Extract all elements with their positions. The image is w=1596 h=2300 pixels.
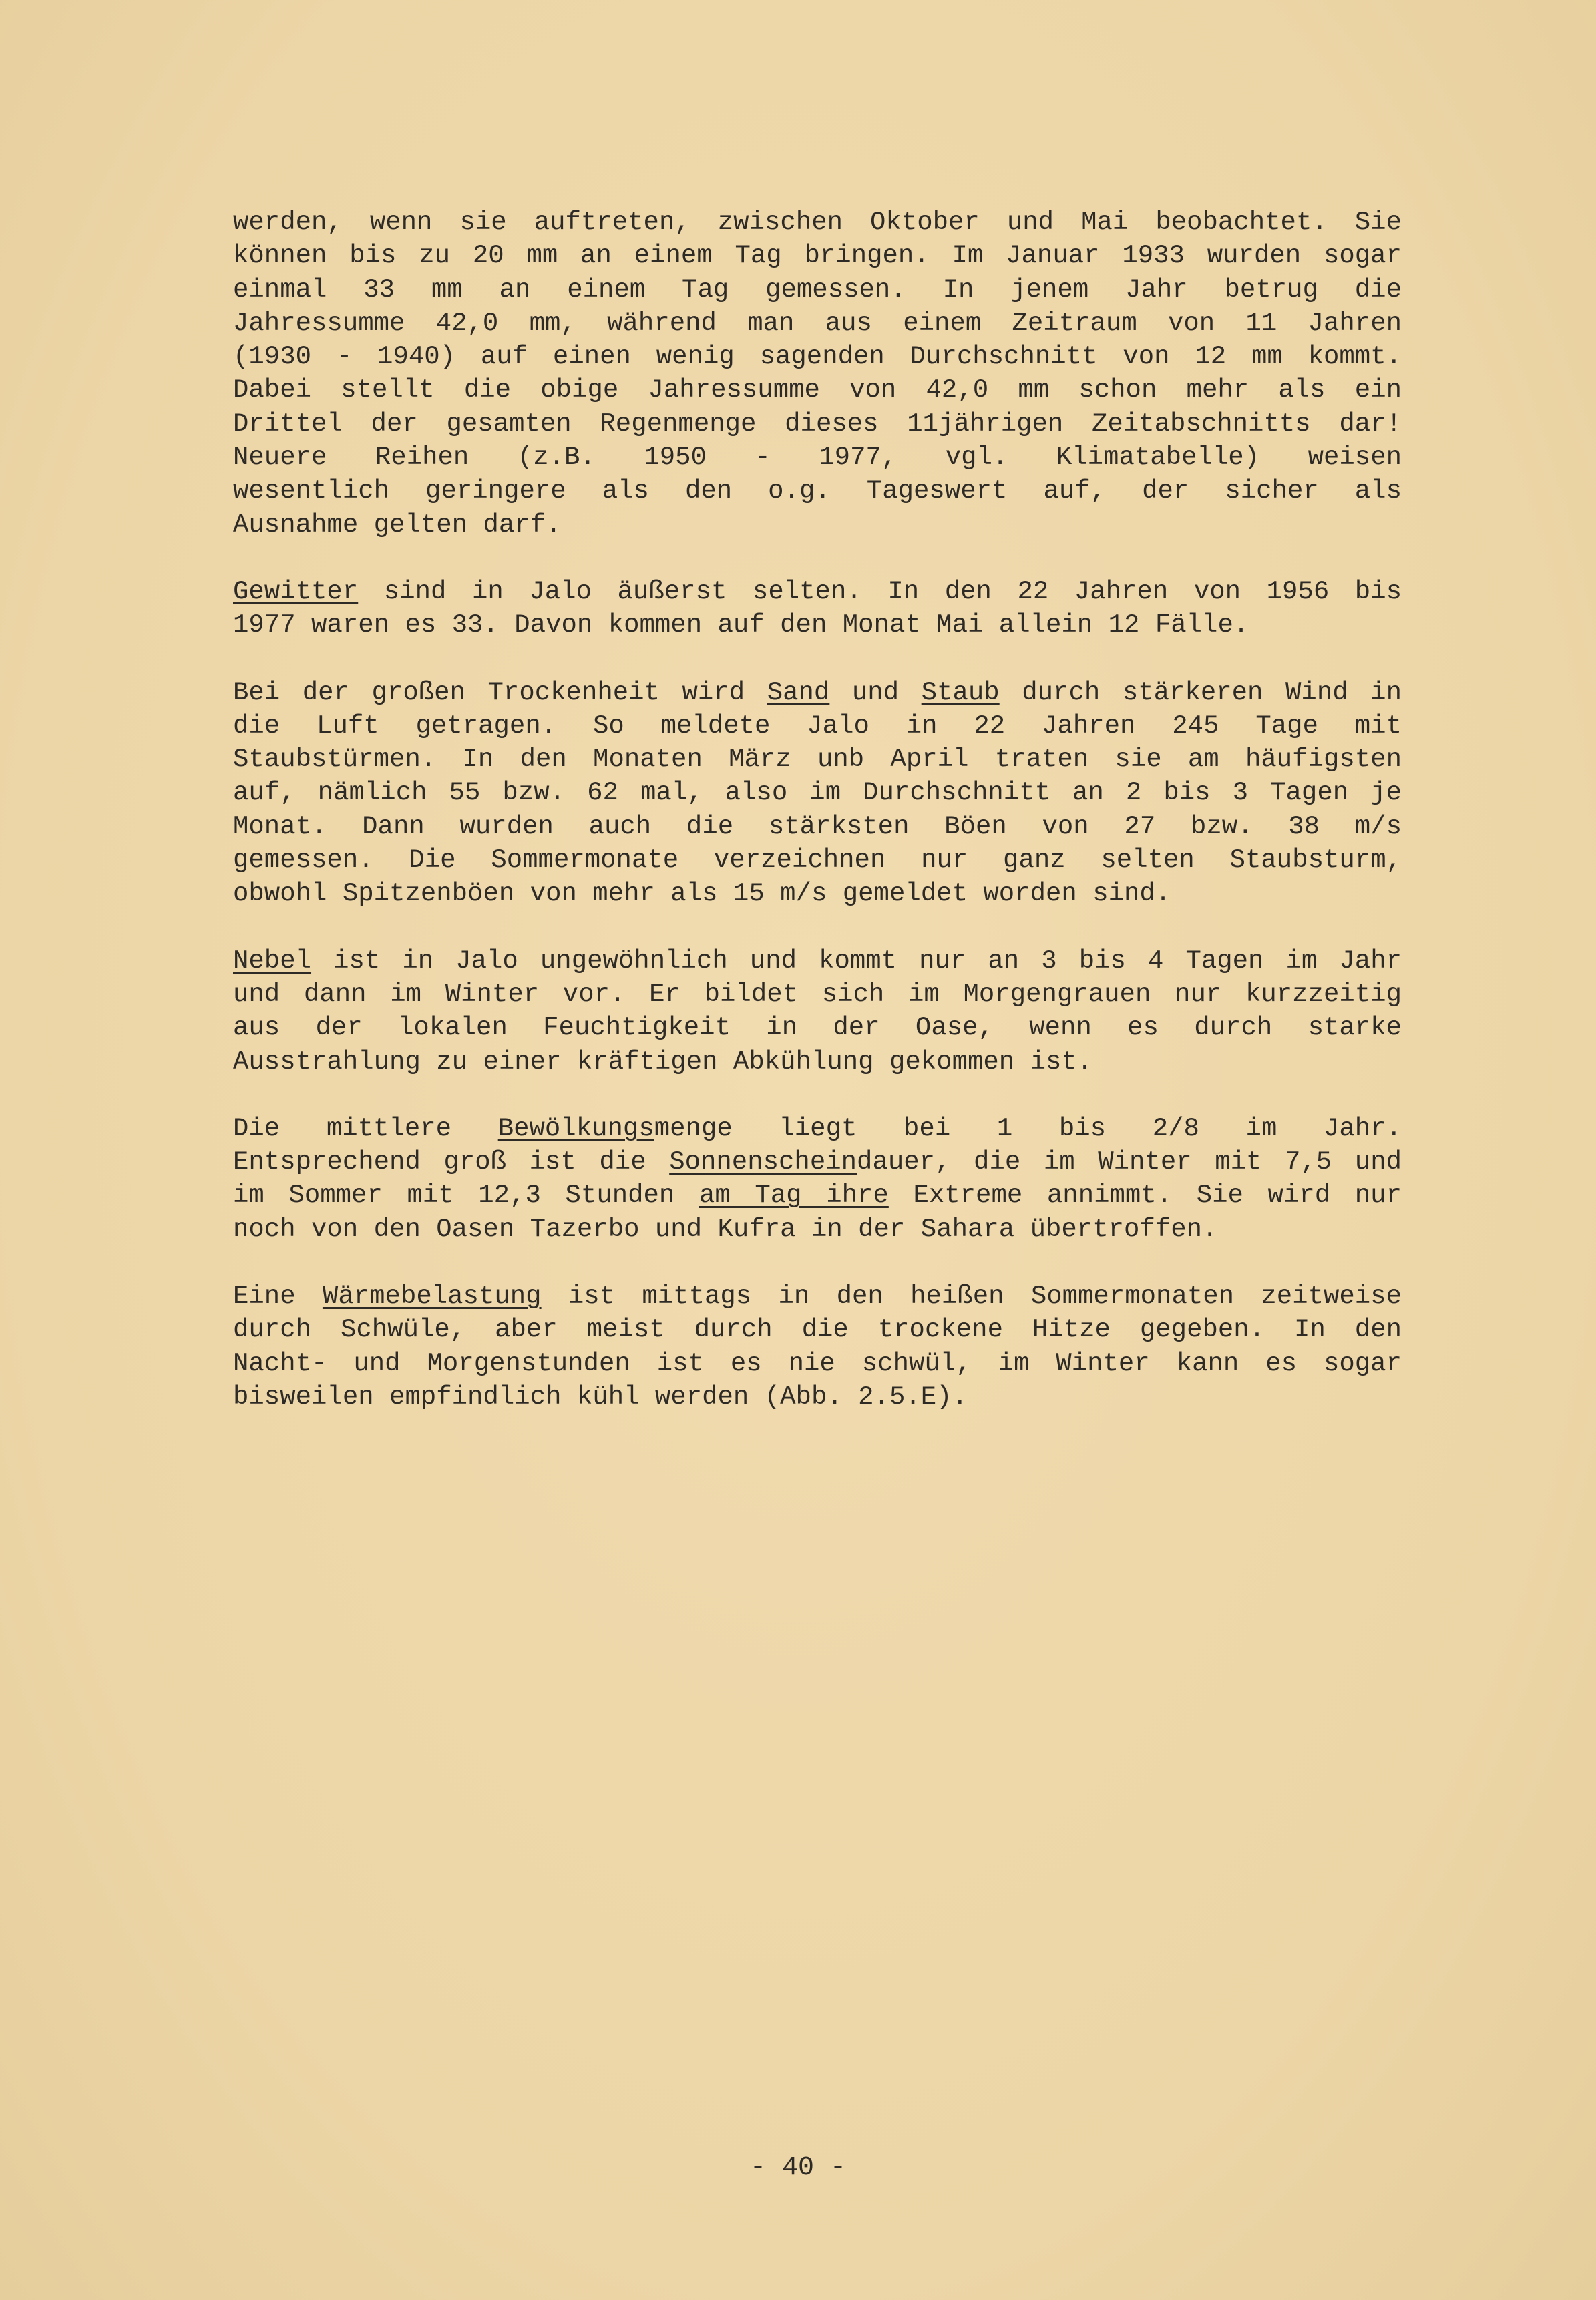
text-line: Staubstürmen. In den Monaten März unb April traten sie am häufigsten [233,745,1402,775]
text-fragment: im Sommer mit 12,3 Stunden [233,1181,699,1211]
text-fragment: ist in Jalo ungewöhnlich und kommt nur an 3 bis 4 Tagen im Jahr [311,946,1402,976]
text-fragment: und [829,677,922,707]
text-line [233,944,1402,978]
text-line: werden, wenn sie auftreten, zwischen Oktober und Mai beobachtet. Sie [233,208,1402,237]
text-line: Ausstrahlung zu einer kräftigen Abkühlung gekommen ist. [233,1046,1093,1077]
text-fragment: Eine [233,1282,323,1312]
text-line: Neuere Reihen (z.B. 1950 - 1977, vgl. Klimatabelle) weisen [233,443,1402,473]
text-line: Dabei stellt die obige Jahressumme von 42,0 mm schon mehr als ein [233,375,1402,405]
page-number: - 40 - [749,2153,847,2183]
keyword-sand: Sand [767,677,830,707]
text-line: noch von den Oasen Tazerbo und Kufra in der Sahara übertroffen. [233,1214,1218,1244]
text-fragment: Entsprechend groß ist die [233,1147,670,1177]
paragraph-cloud-sunshine [233,1112,1402,1246]
text-line [233,1145,1402,1179]
keyword-staub: Staub [921,677,1000,707]
keyword-bewoelkung: Bewölkungs [497,1113,654,1143]
text-line [233,1280,1402,1313]
text-line: einmal 33 mm an einem Tag gemessen. In jenem Jahr betrug die [233,274,1402,305]
text-line: 1977 waren es 33. Davon kommen auf den Monat Mai allein 12 Fälle. [233,610,1249,640]
text-line: und dann im Winter vor. Er bildet sich im Morgengrauen nur kurzzeitig [233,979,1402,1009]
text-line [233,575,1402,608]
text-line [233,1112,1402,1145]
paragraph-precipitation [233,206,1402,542]
text-line: Drittel der gesamten Regenmenge dieses 11jährigen Zeitabschnitts dar! [233,409,1402,439]
text-line: obwohl Spitzenböen von mehr als 15 m/s gemeldet worden sind. [233,879,1171,909]
keyword-am-tag: am Tag ihre [699,1181,889,1211]
text-line: Jahressumme 42,0 mm, während man aus einem Zeitraum von 11 Jahren [233,308,1402,338]
text-line [233,676,1402,709]
keyword-nebel: Nebel [233,946,312,976]
text-line: bisweilen empfindlich kühl werden (Abb. 2.5.E). [233,1382,968,1412]
text-line: wesentlich geringere als den o.g. Tageswert auf, der sicher als [233,476,1402,506]
text-line: können bis zu 20 mm an einem Tag bringen. Im Januar 1933 wurden sogar [233,241,1402,271]
text-fragment: sind in Jalo äußerst selten. In den 22 Jahren von 1956 bis [358,576,1402,606]
text-line [233,1179,1402,1212]
text-fragment: Bei der großen Trockenheit wird [233,677,767,707]
text-line: durch Schwüle, aber meist durch die trockene Hitze gegeben. In den [233,1315,1402,1345]
keyword-sonnenschein: Sonnenschein [669,1147,857,1177]
text-fragment: Extreme annimmt. Sie wird nur [888,1181,1402,1211]
text-line: Monat. Dann wurden auch die stärksten Böen von 27 bzw. 38 m/s [233,811,1402,841]
text-fragment: menge liegt bei 1 bis 2/8 im Jahr. [654,1113,1402,1143]
text-line: Nacht- und Morgenstunden ist es nie schwül, im Winter kann es sogar [233,1348,1402,1378]
text-fragment: ist mittags in den heißen Sommermonaten zeitweise [541,1282,1402,1312]
text-line: (1930 - 1940) auf einen wenig sagenden Durchschnitt von 12 mm kommt. [233,342,1402,372]
text-fragment: dauer, die im Winter mit 7,5 und [857,1147,1402,1177]
keyword-waermebelastung: Wärmebelastung [322,1282,542,1312]
text-line: gemessen. Die Sommermonate verzeichnen nur ganz selten Staubsturm, [233,845,1402,876]
paragraph-thunderstorms [233,575,1402,642]
text-line: aus der lokalen Feuchtigkeit in der Oase, wenn es durch starke [233,1013,1402,1043]
text-line: Ausnahme gelten darf. [233,510,562,540]
paragraph-dust [233,676,1402,911]
text-line: auf, nämlich 55 bzw. 62 mal, also im Durchschnitt an 2 bis 3 Tagen je [233,778,1402,808]
text-fragment: Die mittlere [233,1113,498,1143]
paragraph-heat-stress [233,1280,1402,1414]
paragraph-fog [233,944,1402,1079]
keyword-gewitter: Gewitter [233,576,359,606]
body-text [233,206,1402,1414]
text-line: die Luft getragen. So meldete Jalo in 22 Jahren 245 Tage mit [233,711,1402,741]
text-fragment: durch stärkeren Wind in [999,677,1402,707]
